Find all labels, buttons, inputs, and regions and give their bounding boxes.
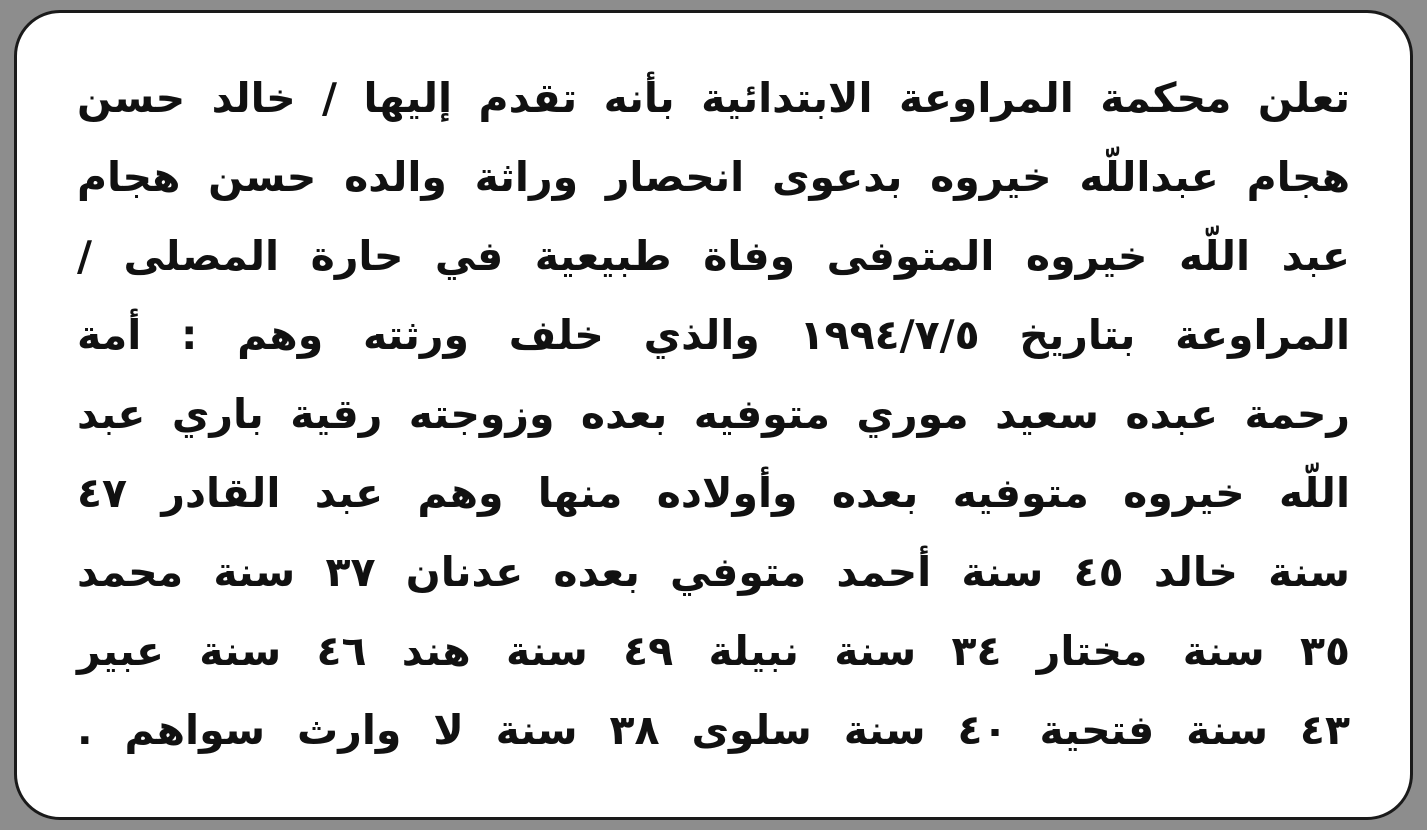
- notice-line: عبد اللّه خيروه المتوفى وفاة طبيعية في حارة المصلى /: [77, 232, 1350, 280]
- notice-line: ٤٣ سنة فتحية ٤٠ سنة سلوى ٣٨ سنة لا وارث سواهم .: [77, 706, 1350, 754]
- notice-line: المراوعة بتاريخ ١٩٩٤/٧/٥ والذي خلف ورثته وهم : أمة: [77, 311, 1350, 359]
- notice-line: ٣٥ سنة مختار ٣٤ سنة نبيلة ٤٩ سنة هند ٤٦ سنة عبير: [77, 627, 1350, 675]
- notice-line: سنة خالد ٤٥ سنة أحمد متوفي بعده عدنان ٣٧ سنة محمد: [77, 548, 1350, 596]
- notice-line: اللّه خيروه متوفيه بعده وأولاده منها وهم عبد القادر ٤٧: [77, 469, 1350, 517]
- notice-line: رحمة عبده سعيد موري متوفيه بعده وزوجته رقية باري عبد: [77, 390, 1350, 438]
- notice-card: [14, 10, 1413, 820]
- notice-line: هجام عبداللّه خيروه بدعوى انحصار وراثة والده حسن هجام: [77, 153, 1350, 201]
- notice-line: تعلن محكمة المراوعة الابتدائية بأنه تقدم إليها / خالد حسن: [77, 74, 1350, 122]
- notice-text-block: [17, 13, 1410, 800]
